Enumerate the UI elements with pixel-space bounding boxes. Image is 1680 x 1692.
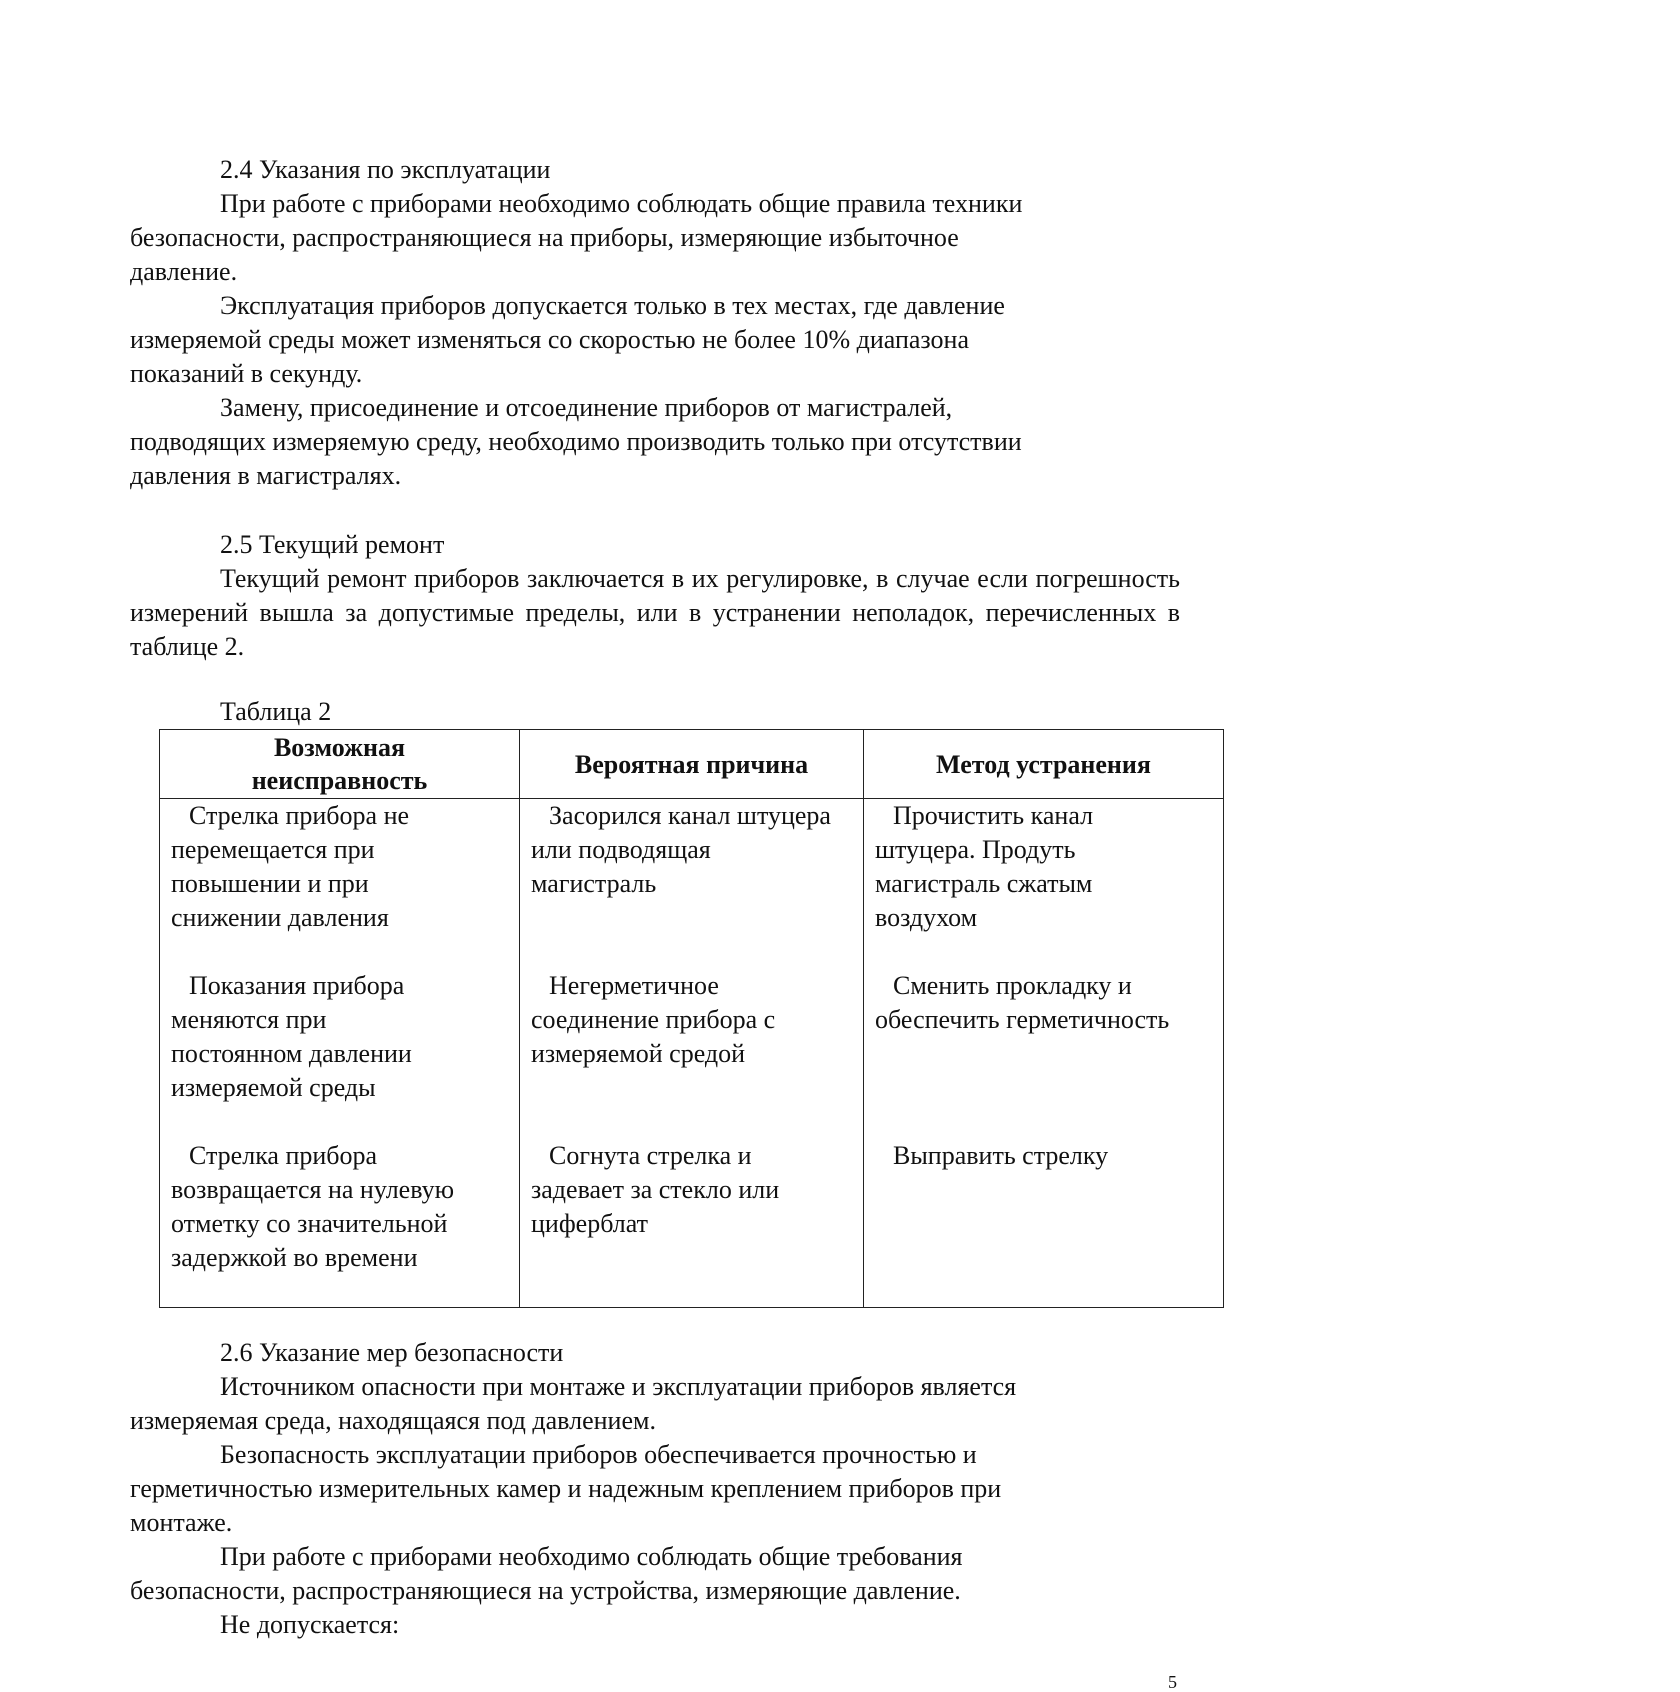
table-cell (864, 969, 1224, 1139)
table-cell (160, 969, 520, 1139)
table-row (160, 1139, 1224, 1308)
section-heading: 2.4 Указания по эксплуатации (220, 155, 551, 184)
paragraph: Эксплуатация приборов допускается только в тех местах, где давление измеряемой среды может изменяться со скоростью не более 10% диапазона показаний в секунду. (130, 291, 1005, 388)
faults-table (159, 729, 1224, 1308)
table-row (160, 799, 1224, 970)
cell-text: Сменить прокладку и обеспечить герметичность (875, 971, 1170, 1034)
table-cell (864, 799, 1224, 970)
paragraph: Безопасность эксплуатации приборов обеспечивается прочностью и герметичностью измерительных камер и надежным креплением приборов при монтаже. (130, 1440, 1002, 1537)
cell-text: Показания прибора меняются при постоянном давлении измеряемой среды (171, 971, 412, 1102)
table-caption: Таблица 2 (220, 697, 332, 726)
section-heading: 2.6 Указание мер безопасности (220, 1338, 564, 1367)
table-cell (160, 1139, 520, 1308)
cell-text: Прочистить канал штуцера. Продуть магистраль сжатым воздухом (875, 801, 1094, 932)
cell-text: Выправить стрелку (893, 1141, 1109, 1170)
table-header-row (160, 730, 1224, 799)
table-cell (520, 969, 864, 1139)
table-row (160, 969, 1224, 1139)
paragraph: При работе с приборами необходимо соблюдать общие правила техники безопасности, распространяющиеся на приборы, измеряющие избыточное давление. (130, 189, 1023, 286)
paragraph: Не допускается: (220, 1610, 400, 1639)
table-cell (864, 1139, 1224, 1308)
table-cell (520, 799, 864, 970)
paragraph: Текущий ремонт приборов заключается в их регулировке, в случае если погрешность измерений вышла за допустимые пределы, или в устранении неполадок, перечисленных в таблице 2. (130, 564, 1180, 661)
cell-text: Засорился канал штуцера или подводящая магистраль (531, 801, 831, 898)
paragraph: При работе с приборами необходимо соблюдать общие требования безопасности, распространяющиеся на устройства, измеряющие давление. (130, 1542, 963, 1605)
cell-text: Негерметичное соединение прибора с измеряемой средой (531, 971, 776, 1068)
column-header-remedy: Метод устранения (864, 730, 1224, 799)
column-header-cause: Вероятная причина (520, 730, 864, 799)
column-header-fault: Возможная неисправность (160, 730, 520, 799)
paragraph: Замену, присоединение и отсоединение приборов от магистралей, подводящих измеряемую среду, необходимо производить только при отсутствии давления в магистралях. (130, 393, 1022, 490)
section-2-5 (130, 528, 1180, 664)
table-cell (160, 799, 520, 970)
section-heading: 2.5 Текущий ремонт (220, 530, 445, 559)
cell-text: Стрелка прибора не перемещается при повышении и при снижении давления (171, 801, 410, 932)
cell-text: Согнута стрелка и задевает за стекло или циферблат (531, 1141, 780, 1238)
section-2-4 (130, 153, 1180, 493)
paragraph: Источником опасности при монтаже и эксплуатации приборов является измеряемая среда, находящаяся под давлением. (130, 1372, 1017, 1435)
section-2-6 (130, 1336, 1180, 1642)
cell-text: Стрелка прибора возвращается на нулевую отметку со значительной задержкой во времени (171, 1141, 455, 1272)
page-number: 5 (1168, 1672, 1177, 1692)
table-cell (520, 1139, 864, 1308)
